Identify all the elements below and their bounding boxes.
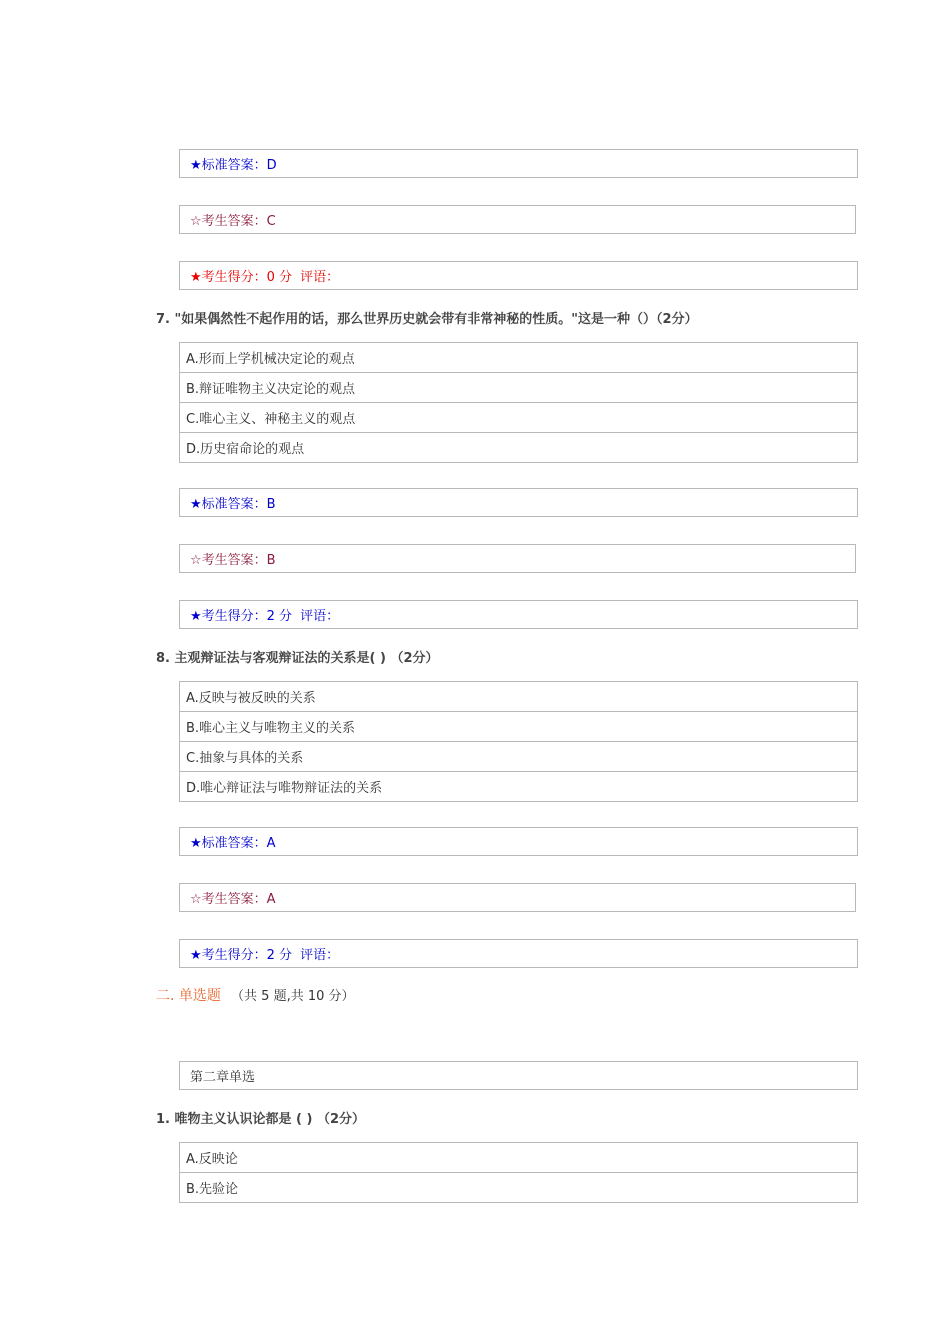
question-7-title: 7. "如果偶然性不起作用的话，那么世界历史就会带有非常神秘的性质。"这是一种（）（2分） bbox=[156, 312, 698, 327]
s2-question-1-title: 1. 唯物主义认识论都是 ( ) （2分） bbox=[156, 1112, 366, 1127]
q7-score bbox=[179, 600, 858, 629]
score-value: 2 分 bbox=[266, 609, 293, 624]
comment-label: 评语： bbox=[300, 609, 340, 624]
chapter-label-box bbox=[179, 1061, 858, 1090]
option-b: B.辩证唯物主义决定论的观点 bbox=[180, 373, 857, 403]
section-info: （共 5 题,共 10 分） bbox=[231, 989, 355, 1004]
q8-standard-answer: ★标准答案：A bbox=[179, 827, 858, 856]
q8-student-answer: ☆考生答案：A bbox=[179, 883, 856, 912]
q6-score bbox=[179, 261, 858, 290]
question-8-options bbox=[179, 681, 858, 802]
chapter-label: 第二章单选 bbox=[190, 1070, 256, 1085]
option-a: A.反映与被反映的关系 bbox=[180, 682, 857, 712]
q6-standard-answer: ★标准答案：D bbox=[179, 149, 858, 178]
question-7-options bbox=[179, 342, 858, 463]
option-b: B.先验论 bbox=[180, 1173, 857, 1203]
option-a: A.反映论 bbox=[180, 1143, 857, 1173]
score-label: ★考生得分： bbox=[190, 609, 267, 624]
section-title: 二. 单选题 bbox=[156, 988, 221, 1004]
q7-student-answer: ☆考生答案：B bbox=[179, 544, 856, 573]
section-header bbox=[156, 985, 355, 1005]
option-b: B.唯心主义与唯物主义的关系 bbox=[180, 712, 857, 742]
score-value: 0 分 bbox=[266, 270, 293, 285]
s2-question-1-options bbox=[179, 1142, 858, 1203]
option-d: D.唯心辩证法与唯物辩证法的关系 bbox=[180, 772, 857, 802]
option-c: C.抽象与具体的关系 bbox=[180, 742, 857, 772]
score-label: ★考生得分： bbox=[190, 948, 267, 963]
comment-label: 评语： bbox=[300, 948, 340, 963]
q8-score bbox=[179, 939, 858, 968]
option-a: A.形而上学机械决定论的观点 bbox=[180, 343, 857, 373]
option-c: C.唯心主义、神秘主义的观点 bbox=[180, 403, 857, 433]
option-d: D.历史宿命论的观点 bbox=[180, 433, 857, 463]
q6-student-answer: ☆考生答案：C bbox=[179, 205, 856, 234]
score-label: ★考生得分： bbox=[190, 270, 267, 285]
comment-label: 评语： bbox=[300, 270, 340, 285]
question-8-title: 8. 主观辩证法与客观辩证法的关系是( ) （2分） bbox=[156, 651, 439, 666]
score-value: 2 分 bbox=[266, 948, 293, 963]
q7-standard-answer: ★标准答案：B bbox=[179, 488, 858, 517]
